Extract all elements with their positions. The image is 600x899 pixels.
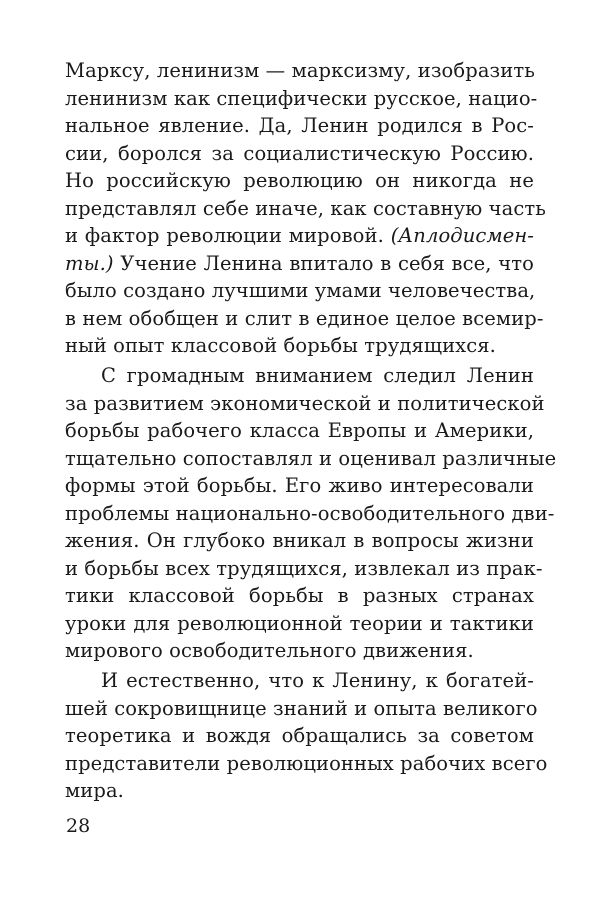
- text-line: [65, 222, 534, 250]
- text-segment: нальное явление. Да, Ленин родился в Рос-: [65, 114, 534, 137]
- text-line: [65, 750, 548, 778]
- text-segment: шей сокровищнице знаний и опыта великого: [65, 696, 538, 720]
- text-segment: теоретика и вождя обращались за советом: [65, 724, 534, 747]
- text-segment: Марксу, ленинизм — марксизму, изобразить: [65, 59, 535, 82]
- paragraph: [65, 362, 557, 665]
- page-body: [65, 57, 557, 807]
- text-segment: представлял себе иначе, как составную часть: [65, 196, 546, 220]
- text-line: [65, 777, 534, 805]
- text-line: [65, 582, 534, 610]
- text-segment: И естественно, что к Ленину, к богатей-: [101, 669, 534, 692]
- text-segment: мирового освободительного движения.: [65, 639, 474, 662]
- text-line: [65, 332, 534, 360]
- text-line: [65, 250, 534, 278]
- text-line: [65, 555, 543, 583]
- text-segment: формы этой борьбы. Его живо интересовали: [65, 474, 534, 497]
- text-line: [65, 610, 534, 638]
- text-segment: Учение Ленина впитало в себя все, что: [113, 251, 534, 275]
- text-segment: уроки для революционной теории и тактики: [65, 611, 534, 635]
- text-line: [65, 417, 534, 445]
- text-line: [65, 85, 538, 113]
- text-segment: в нем обобщен и слит в единое целое всемир-: [65, 306, 544, 330]
- text-segment: представители революционных рабочих всего: [65, 751, 548, 775]
- text-line: [65, 695, 538, 723]
- text-segment: Но российскую революцию он никогда не: [65, 169, 534, 192]
- page-number: 28: [66, 815, 91, 837]
- text-segment: С громадным вниманием следил Ленин: [101, 364, 534, 387]
- text-line: [65, 472, 534, 500]
- text-line: [65, 637, 534, 665]
- text-line: [65, 305, 544, 333]
- text-line: [65, 112, 534, 140]
- paragraph: [65, 667, 548, 805]
- text-line: [65, 167, 534, 195]
- text-segment: ленинизм как специфически русское, нацио-: [65, 86, 538, 110]
- text-line: [65, 445, 557, 473]
- italic-remark: ты.): [65, 251, 114, 275]
- text-line: [65, 140, 534, 168]
- text-line: [65, 195, 546, 223]
- text-line: [65, 362, 534, 390]
- text-line: [65, 277, 534, 305]
- text-segment: тщательно сопоставлял и оценивал различные: [65, 446, 557, 470]
- text-segment: тики классовой борьбы в разных странах: [65, 584, 534, 607]
- text-line: [65, 527, 534, 555]
- text-segment: жения. Он глубоко вникал в вопросы жизни: [65, 529, 534, 552]
- text-segment: и фактор революции мировой.: [65, 224, 391, 247]
- text-segment: борьбы рабочего класса Европы и Америки,: [65, 419, 534, 442]
- text-line: [65, 57, 534, 85]
- text-segment: и борьбы всех трудящихся, извлекал из прак-: [65, 556, 543, 580]
- text-segment: за развитием экономической и политической: [65, 391, 545, 415]
- text-segment: мира.: [65, 779, 124, 802]
- text-line: [65, 390, 545, 418]
- text-line: [65, 667, 534, 695]
- paragraph: [65, 57, 546, 360]
- text-segment: проблемы национально-освободительного дви-: [65, 501, 555, 525]
- text-line: [65, 500, 555, 528]
- text-line: [65, 722, 534, 750]
- text-segment: ный опыт классовой борьбы трудящихся.: [65, 334, 496, 357]
- text-segment: было создано лучшими умами человечества,: [65, 279, 536, 302]
- italic-remark: (Аплодисмен-: [390, 224, 534, 247]
- text-segment: сии, боролся за социалистическую Россию.: [65, 141, 534, 165]
